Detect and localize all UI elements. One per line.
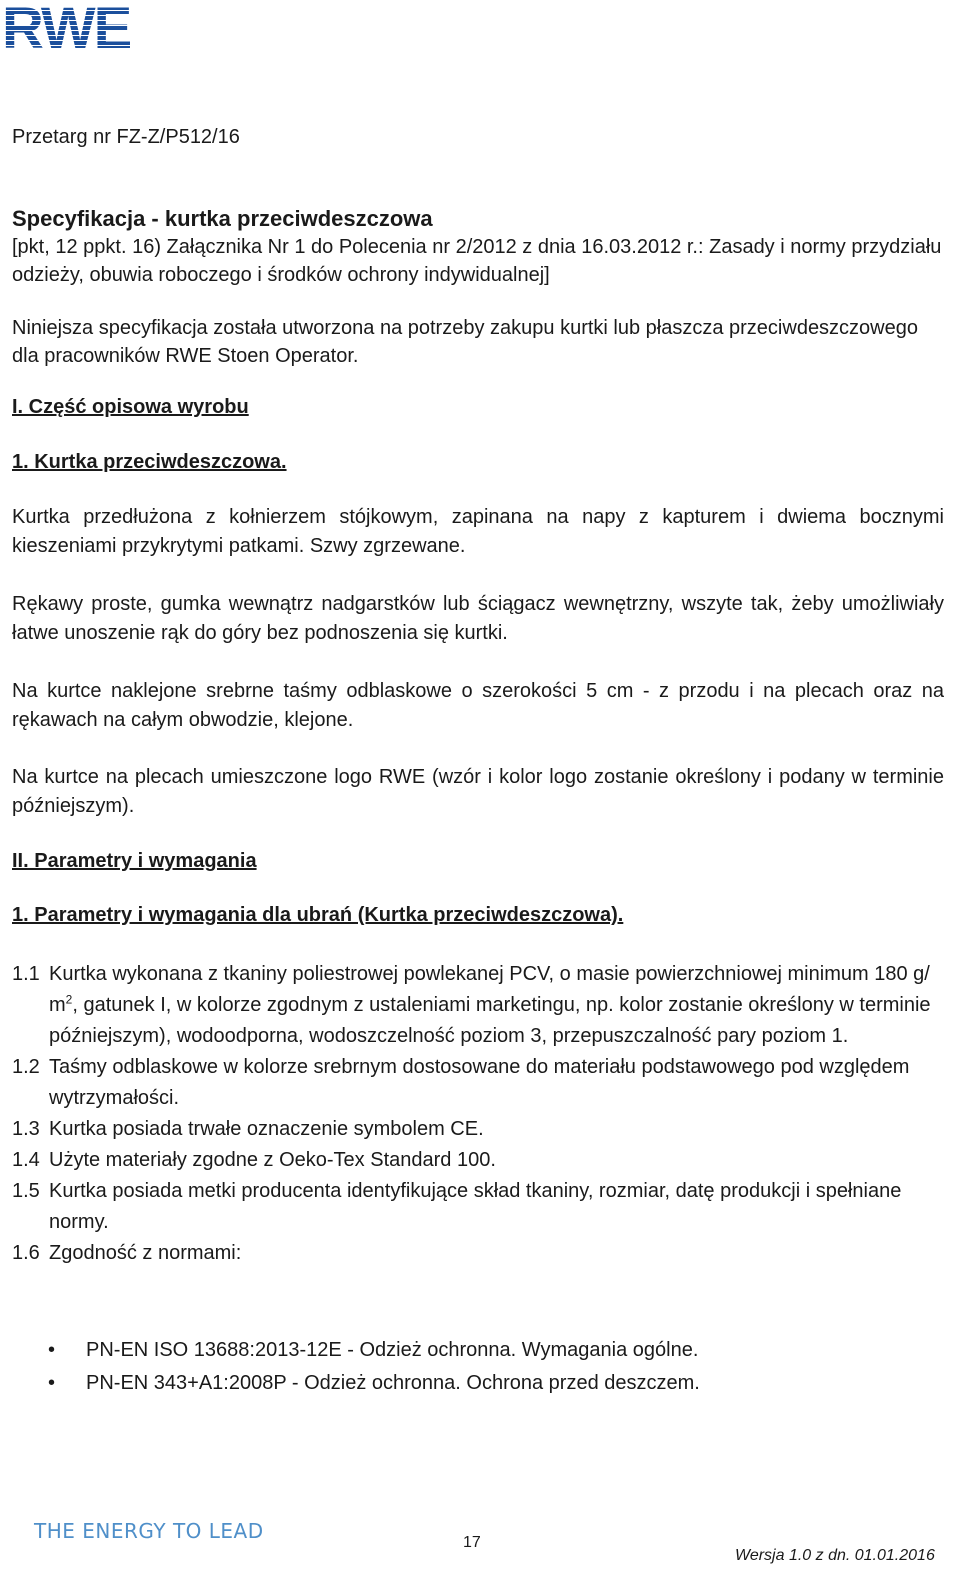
requirement-number: 1.1 <box>12 963 40 985</box>
section2-heading <box>12 850 257 873</box>
logo-text: RWE <box>2 0 130 61</box>
requirement-item <box>12 1052 932 1114</box>
page-number: 17 <box>463 1534 481 1551</box>
desc-paragraph-1: Kurtka przedłużona z kołnierzem stójkowym, zapinana na napy z kapturem i dwiema bocznymi kieszeniami przykrytymi patkami. Szwy zgrzewane. <box>12 506 944 557</box>
requirement-text <box>49 959 932 1052</box>
standard-text: PN-EN ISO 13688:2013-12E - Odzież ochronna. Wymagania ogólne. <box>86 1339 699 1361</box>
requirement-text: Kurtka posiada trwałe oznaczenie symbolem CE. <box>49 1118 484 1140</box>
requirement-item <box>12 1238 932 1269</box>
rwe-logo <box>2 0 167 62</box>
requirement-item <box>12 1114 932 1145</box>
requirement-text: Taśmy odblaskowe w kolorze srebrnym dostosowane do materiału podstawowego pod względem wytrzymałości. <box>49 1056 910 1109</box>
requirement-item <box>12 1176 932 1238</box>
bullet-icon: • <box>48 1339 56 1361</box>
requirement-text: Kurtka posiada metki producenta identyfikujące skład tkaniny, rozmiar, datę produkcji i spełniane normy. <box>49 1180 902 1233</box>
tender-number: Przetarg nr FZ-Z/P512/16 <box>12 126 240 148</box>
reference-text: [pkt, 12 ppkt. 16) Załącznika Nr 1 do Polecenia nr 2/2012 z dnia 16.03.2012 r.: Zasady i normy przydziału odzieży, obuwia roboczego i środków ochrony indywidualnej] <box>12 236 942 286</box>
section1-subheading <box>12 451 287 474</box>
requirement-number: 1.3 <box>12 1118 40 1140</box>
requirement-text: Użyte materiały zgodne z Oeko-Tex Standard 100. <box>49 1149 496 1171</box>
requirement-text-part: , gatunek I, w kolorze zgodnym z ustaleniami marketingu, np. kolor zostanie określony w terminie późniejszym), wodoodporna, wodoszczelność poziom 3, przepuszczalność pary poziom 1. <box>49 994 931 1047</box>
list-item <box>48 1367 928 1400</box>
desc-paragraph-4: Na kurtce na plecach umieszczone logo RWE (wzór i kolor logo zostanie określony i podany w terminie późniejszym). <box>12 766 944 817</box>
requirement-number: 1.5 <box>12 1180 40 1202</box>
footer-tagline: THE ENERGY TO LEAD <box>34 1519 264 1543</box>
requirement-text: Zgodność z normami: <box>49 1242 242 1264</box>
standard-text: PN-EN 343+A1:2008P - Odzież ochronna. Ochrona przed deszczem. <box>86 1372 700 1394</box>
requirement-number: 1.2 <box>12 1056 40 1078</box>
list-item <box>48 1334 928 1367</box>
standards-list <box>48 1334 928 1400</box>
superscript: 2 <box>65 992 73 1007</box>
section2-subheading-text: 1. Parametry i wymagania dla ubrań (Kurtka przeciwdeszczowa). <box>12 904 624 926</box>
section2-subheading <box>12 904 623 927</box>
bullet-icon: • <box>48 1372 56 1394</box>
intro-paragraph: Niniejsza specyfikacja została utworzona na potrzeby zakupu kurtki lub płaszcza przeciwdeszczowego dla pracowników RWE Stoen Operator. <box>12 317 918 367</box>
desc-paragraph-3: Na kurtce naklejone srebrne taśmy odblaskowe o szerokości 5 cm - z przodu i na plecach oraz na rękawach na całym obwodzie, klejone. <box>12 680 944 731</box>
desc-paragraph-2: Rękawy proste, gumka wewnątrz nadgarstków lub ściągacz wewnętrzny, wszyte tak, żeby umożliwiały łatwe unoszenie rąk do góry bez podnoszenia się kurtki. <box>12 593 944 644</box>
section1-heading-text: I. Część opisowa wyrobu <box>12 396 249 418</box>
requirements-list <box>12 959 932 1269</box>
section1-subheading-text: 1. Kurtka przeciwdeszczowa. <box>12 451 287 473</box>
requirement-item <box>12 959 932 1052</box>
section2-heading-text: II. Parametry i wymagania <box>12 850 257 872</box>
version-label: Wersja 1.0 z dn. 01.01.2016 <box>735 1547 935 1564</box>
requirement-text-part: Kurtka wykonana z tkaniny poliestrowej powlekanej PCV, o masie powierzchniowej minimum 180 g/ m <box>49 963 930 1016</box>
requirement-item <box>12 1145 932 1176</box>
requirement-number: 1.6 <box>12 1242 40 1264</box>
requirement-number: 1.4 <box>12 1149 40 1171</box>
document-title: Specyfikacja - kurtka przeciwdeszczowa <box>12 206 433 231</box>
section1-heading <box>12 396 249 419</box>
